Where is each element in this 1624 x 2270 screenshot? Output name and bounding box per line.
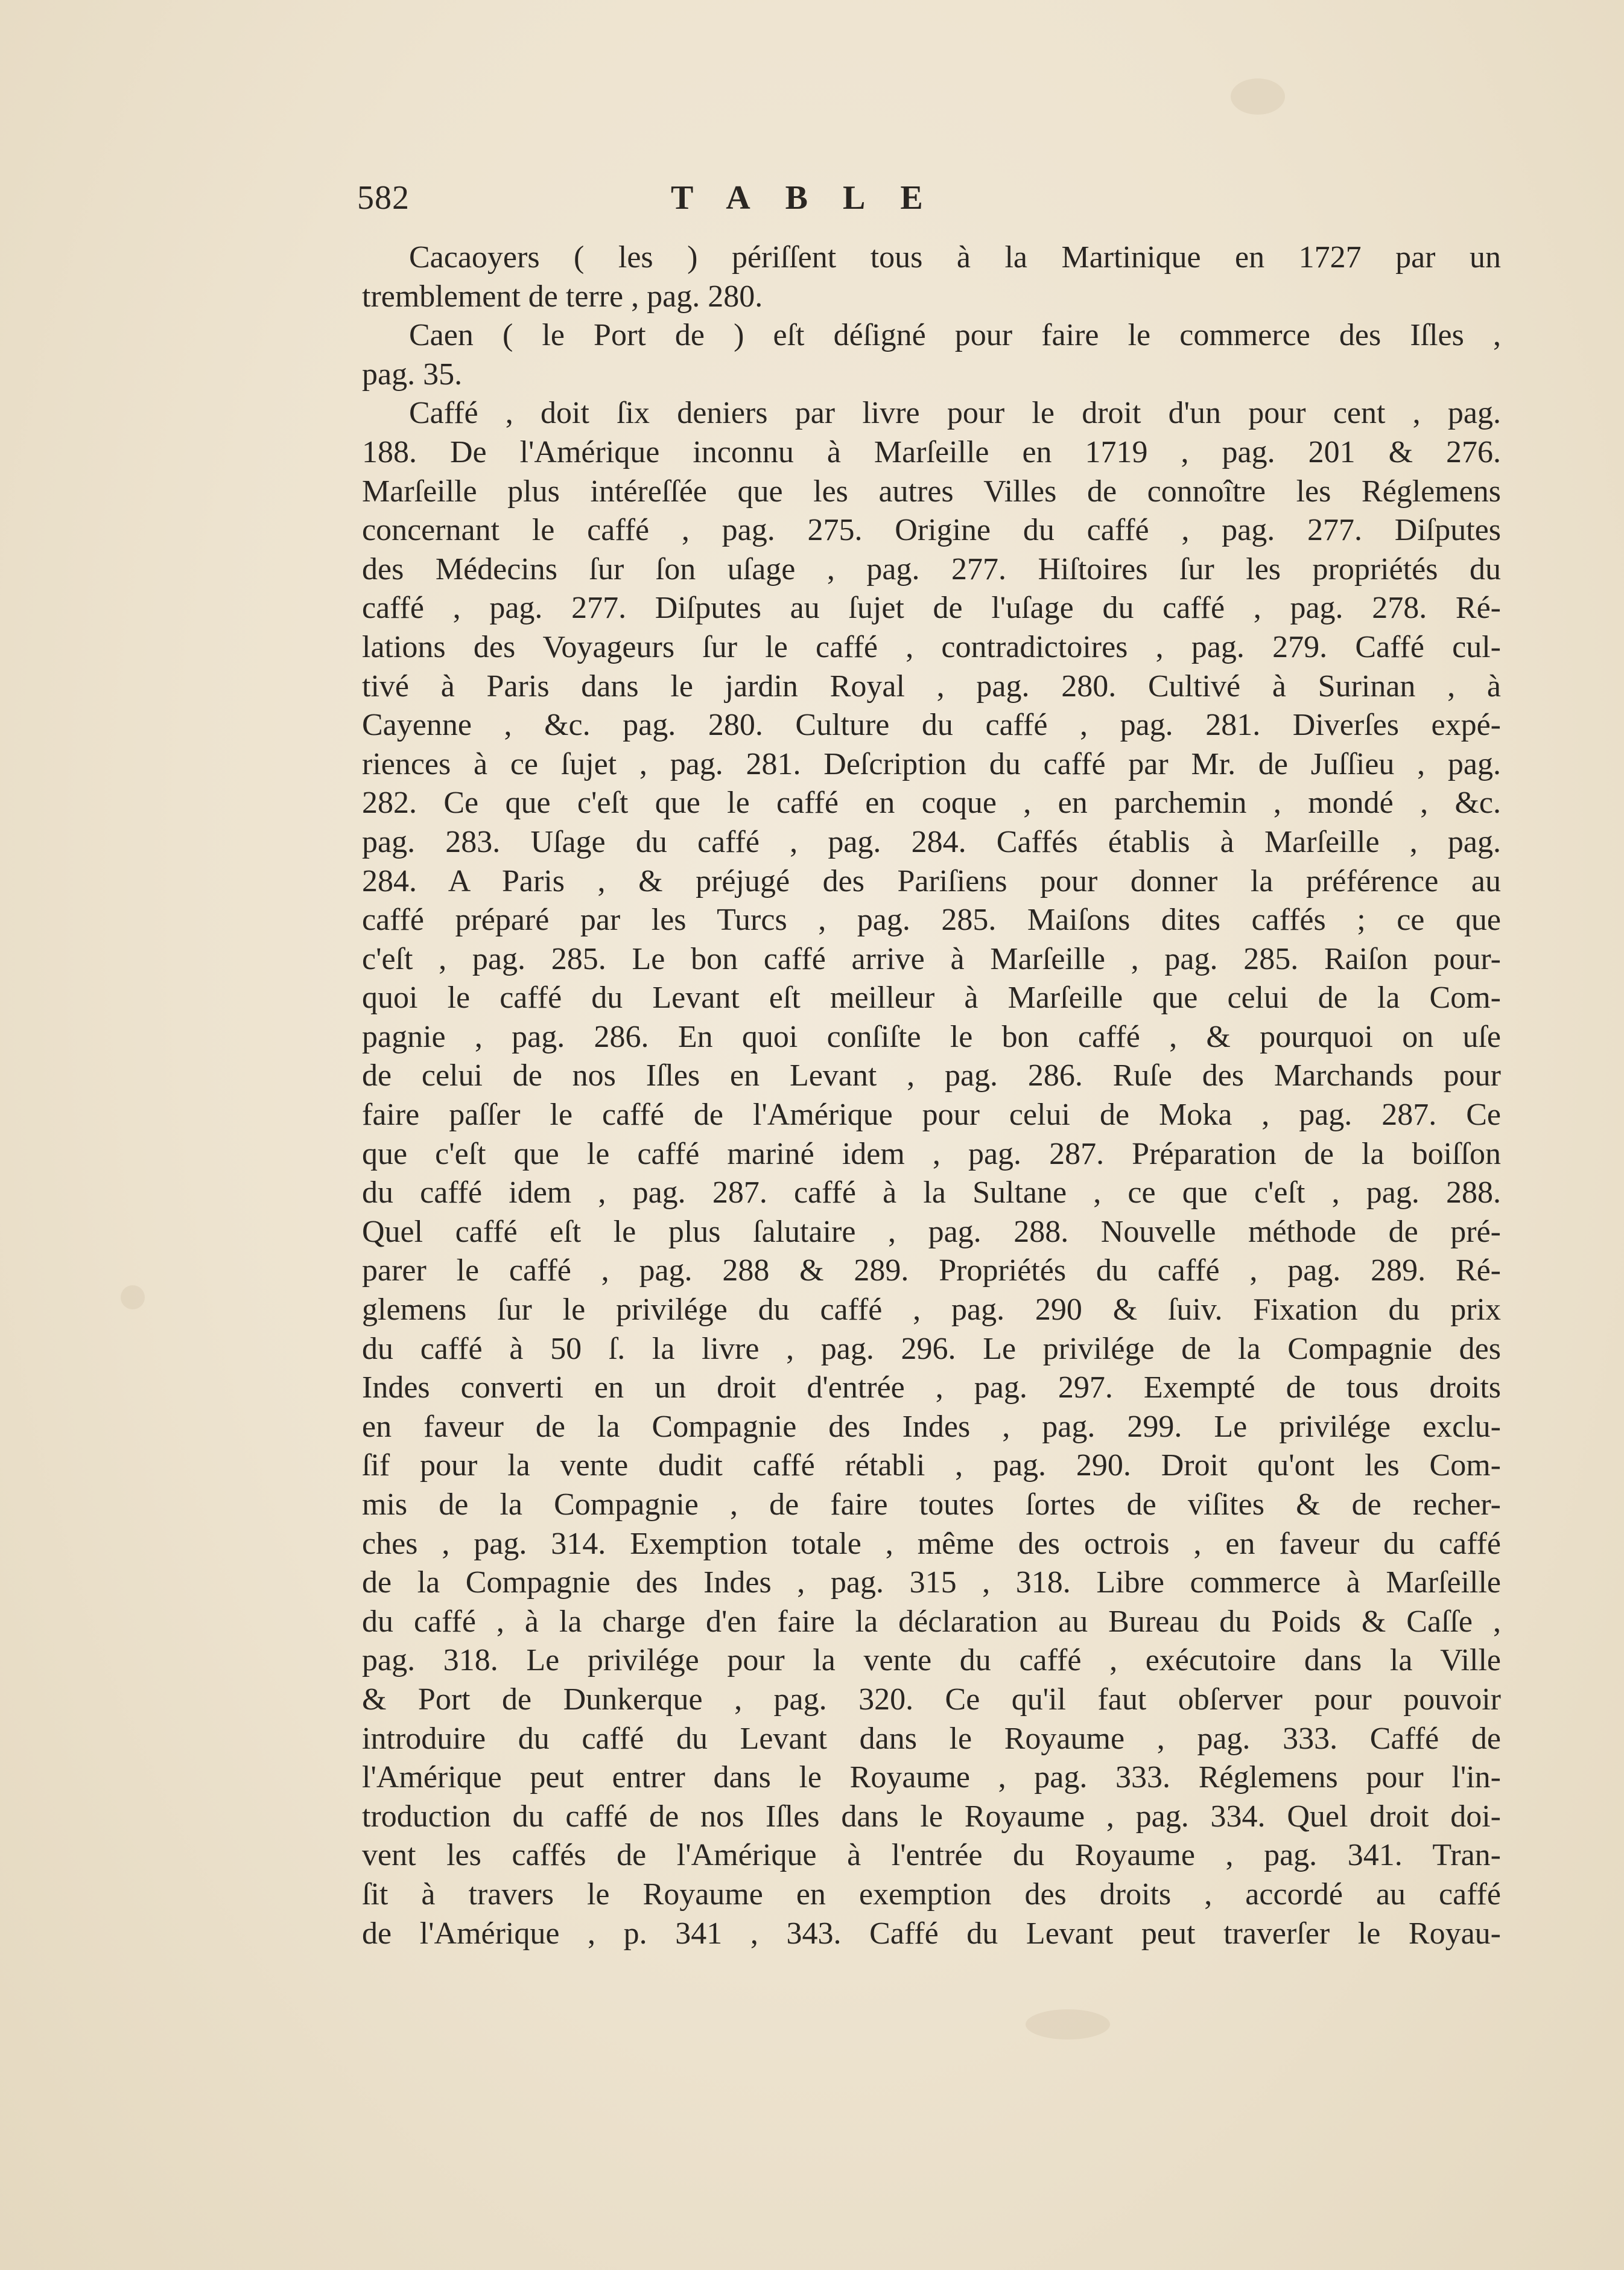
text-line: ſit à travers le Royaume en exemption des droits , accordé au caffé [362,1877,1501,1912]
text-line: Caffé , doit ſix deniers par livre pour le droit d'un pour cent , pag. [409,396,1501,431]
text-line: ches , pag. 314. Exemption totale , même des octrois , en faveur du caffé [362,1526,1501,1561]
text-line: glemens ſur le privilége du caffé , pag. 290 & ſuiv. Fixation du prix [362,1292,1501,1327]
text-line: ſif pour la vente dudit caffé rétabli , pag. 290. Droit qu'ont les Com- [362,1448,1501,1483]
paper-stain [1026,2009,1110,2040]
text-line: concernant le caffé , pag. 275. Origine du caffé , pag. 277. Diſputes [362,513,1501,548]
text-line: Indes converti en un droit d'entrée , pag. 297. Exempté de tous droits [362,1370,1501,1405]
text-line: & Port de Dunkerque , pag. 320. Ce qu'il faut obſerver pour pouvoir [362,1682,1501,1717]
text-line: pag. 35. [362,357,463,392]
text-line: en faveur de la Compagnie des Indes , pag. 299. Le privilége exclu- [362,1409,1501,1444]
text-line: du caffé idem , pag. 287. caffé à la Sultane , ce que c'eſt , pag. 288. [362,1175,1501,1210]
text-line: l'Amérique peut entrer dans le Royaume , pag. 333. Réglemens pour l'in- [362,1760,1501,1795]
text-line: quoi le caffé du Levant eſt meilleur à Marſeille que celui de la Com- [362,981,1501,1016]
text-line: troduction du caffé de nos Iſles dans le Royaume , pag. 334. Quel droit doi- [362,1799,1501,1834]
text-line: caffé , pag. 277. Diſputes au ſujet de l'uſage du caffé , pag. 278. Ré- [362,591,1501,626]
text-line: que c'eſt que le caffé mariné idem , pag. 287. Préparation de la boiſſon [362,1136,1501,1171]
running-head [357,174,1503,222]
text-line: pag. 318. Le privilége pour la vente du caffé , exécutoire dans la Ville [362,1643,1501,1678]
paper-stain [121,1285,145,1309]
text-line: pag. 283. Uſage du caffé , pag. 284. Caffés établis à Marſeille , pag. [362,824,1501,859]
text-line: lations des Voyageurs ſur le caffé , contradictoires , pag. 279. Caffé cul- [362,629,1501,664]
text-line: parer le caffé , pag. 288 & 289. Propriétés du caffé , pag. 289. Ré- [362,1253,1501,1288]
index-text [362,238,1501,1953]
text-line: de celui de nos Iſles en Levant , pag. 286. Ruſe des Marchands pour [362,1058,1501,1093]
text-line: de la Compagnie des Indes , pag. 315 , 318. Libre commerce à Marſeille [362,1565,1501,1600]
text-line: de l'Amérique , p. 341 , 343. Caffé du Levant peut traverſer le Royau- [362,1916,1501,1951]
text-line: introduire du caffé du Levant dans le Royaume , pag. 333. Caffé de [362,1721,1501,1756]
paper-stain [1231,78,1285,115]
text-line: vent les caffés de l'Amérique à l'entrée du Royaume , pag. 341. Tran- [362,1838,1501,1873]
text-line: Caen ( le Port de ) eſt déſigné pour faire le commerce des Iſles , [409,318,1501,353]
text-line: c'eſt , pag. 285. Le bon caffé arrive à Marſeille , pag. 285. Raiſon pour- [362,941,1501,976]
text-line: 282. Ce que c'eſt que le caffé en coque , en parchemin , mondé , &c. [362,786,1501,821]
text-line: 284. A Paris , & préjugé des Pariſiens pour donner la préférence au [362,863,1501,898]
text-line: tivé à Paris dans le jardin Royal , pag. 280. Cultivé à Surinan , à [362,669,1501,704]
text-line: tremblement de terre , pag. 280. [362,279,763,314]
text-line: 188. De l'Amérique inconnu à Marſeille en 1719 , pag. 201 & 276. [362,434,1501,469]
text-line: des Médecins ſur ſon uſage , pag. 277. Hiſtoires ſur les propriétés du [362,552,1501,587]
text-line: Cayenne , &c. pag. 280. Culture du caffé , pag. 281. Diverſes expé- [362,708,1501,743]
text-line: Quel caffé eſt le plus ſalutaire , pag. 288. Nouvelle méthode de pré- [362,1214,1501,1249]
text-line: du caffé , à la charge d'en faire la déclaration au Bureau du Poids & Caſſe , [362,1604,1501,1639]
text-line: Marſeille plus intéreſſée que les autres Villes de connoître les Réglemens [362,474,1501,509]
running-title: TABLE [671,179,958,217]
page-number: 582 [357,179,410,217]
text-line: mis de la Compagnie , de faire toutes ſortes de viſites & de recher- [362,1487,1501,1522]
text-line: Cacaoyers ( les ) périſſent tous à la Martinique en 1727 par un [409,240,1501,275]
text-line: riences à ce ſujet , pag. 281. Deſcription du caffé par Mr. de Juſſieu , pag. [362,746,1501,781]
text-line: pagnie , pag. 286. En quoi conſiſte le bon caffé , & pourquoi on uſe [362,1019,1501,1054]
text-line: du caffé à 50 ſ. la livre , pag. 296. Le privilége de la Compagnie des [362,1331,1501,1366]
text-line: caffé préparé par les Turcs , pag. 285. Maiſons dites caffés ; ce que [362,903,1501,938]
text-line: faire paſſer le caffé de l'Amérique pour celui de Moka , pag. 287. Ce [362,1098,1501,1133]
